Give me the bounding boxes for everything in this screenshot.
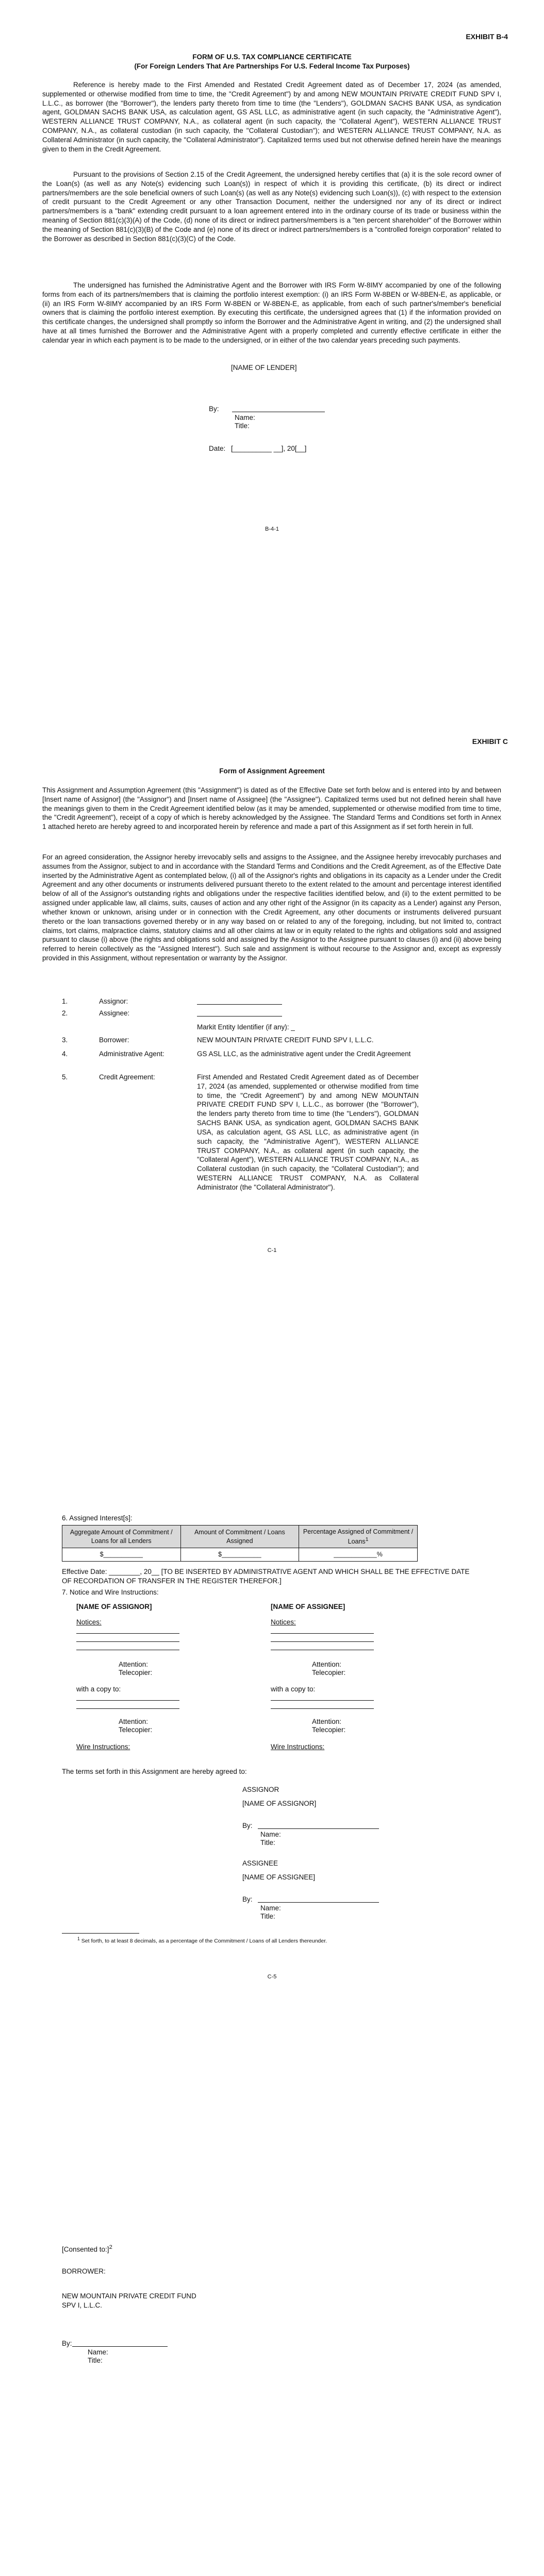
- c1-item-5-number: 5.: [62, 1073, 68, 1081]
- c5-item-7: 7. Notice and Wire Instructions:: [62, 1588, 159, 1596]
- c1-item-3-label: Borrower:: [99, 1036, 129, 1044]
- assignee-copy-label: with a copy to:: [271, 1685, 316, 1693]
- b4-title: FORM OF U.S. TAX COMPLIANCE CERTIFICATE: [192, 53, 352, 61]
- footnote-ref[interactable]: 1: [365, 1536, 369, 1543]
- table-cell[interactable]: $___________: [180, 1548, 299, 1562]
- consented-text: [Consented to:]: [62, 2245, 109, 2253]
- c6-signature-line[interactable]: [72, 2346, 168, 2347]
- assignor-name-label: Name:: [260, 1831, 281, 1838]
- c1-paragraph-1: This Assignment and Assumption Agreement (this "Assignment") is dated as of the Effective Date set forth below and is entered into by and between [Insert name of Assignor] (the "Assignor") and [Insert name of Assignee] (the "Assignee"). Capitalized terms used but not defined herein shall have the meanings given to them in the Credit Agreement identified below (as it may be amended, supplemented or otherwise modified from time to time, the "Credit Agreement"), receipt of a copy of which is hereby acknowledged by the Assignee. The Standard Terms and Conditions set forth in Annex 1 attached hereto are hereby agreed to and incorporated herein by reference and made a part of this Assignment as if set forth herein in full.: [42, 786, 501, 831]
- footnote-ref[interactable]: 2: [109, 2244, 112, 2250]
- c1-item-4-label: Administrative Agent:: [99, 1050, 164, 1058]
- page-number: B-4-1: [265, 526, 279, 532]
- b4-paragraph-1: Reference is hereby made to the First Amended and Restated Credit Agreement dated as of December 17, 2024 (as amended, supplemented or otherwise modified from time to time, the "Credit Agreement") by and among NEW MOUNTAIN PRIVATE CREDIT FUND SPV I, L.L.C., as borrower (the "Borrower"), the lenders party thereto from time to time (the "Lenders"), GOLDMAN SACHS BANK USA, as syndication agent, GOLDMAN SACHS BANK USA, as calculation agent, GS ASL LLC, as administrative agent (in such capacity, the "Administrative Agent"), WESTERN ALLIANCE TRUST COMPANY, N.A., as collateral agent (in such capacity, the "Collateral Agent"), WESTERN ALLIANCE TRUST COMPANY, N.A., as collateral custodian (in such capacity, the "Collateral Custodian"); and WESTERN ALLIANCE TRUST COMPANY, N.A. as Collateral Administrator (in such capacity, the "Collateral Administrator"). Capitalized terms used but not otherwise defined herein have the meanings given to them in the Credit Agreement.: [42, 81, 501, 153]
- assignee-telecopier-label: Telecopier:: [312, 1669, 346, 1676]
- footnote-text: Set forth, to at least 8 decimals, as a percentage of the Commitment / Loans of all Lenders thereunder.: [81, 1938, 327, 1944]
- assignee-notices-label: Notices:: [271, 1618, 296, 1626]
- c5-effective-date: Effective Date: ________, 20__ [TO BE INSERTED BY ADMINISTRATIVE AGENT AND WHICH SHALL BE THE EFFECTIVE DATE OF RECORDATION OF TRANSFER IN THE REGISTER THEREFOR.]: [62, 1568, 470, 1585]
- b4-by-label: By:: [209, 405, 219, 413]
- assignee-sig-heading: ASSIGNEE: [242, 1859, 278, 1867]
- c1-item-3: [62, 1036, 474, 1045]
- b4-paragraph-2: Pursuant to the provisions of Section 2.15 of the Credit Agreement, the undersigned hereby certifies that (a) it is the sole record owner of the Loan(s) (as well as any Note(s) evidencing such Loan(s)) in respect of which it is providing this certificate, (b) its direct or indirect partners/members are the sole beneficial owners of such Loan(s) (as well as any Note(s) evidencing such Loan(s)), (c) with respect to the extension of credit pursuant to the Credit Agreement or any other Transaction Document, neither the undersigned nor any of its direct or indirect partners/members is a "bank" extending credit pursuant to a loan agreement entered into in the ordinary course of its trade or business within the meaning of Section 881(c)(3)(A) of the Code, (d) none of its direct or indirect partners/members is a "ten percent shareholder" of the Borrower within the meaning of Section 881(c)(3)(B) of the Code and (e) none of its direct or indirect partners/members is a "controlled foreign corporation" related to the Borrower as described in Section 881(c)(3)(C) of the Code.: [42, 171, 501, 243]
- footnote-divider: [62, 1933, 139, 1934]
- page-number: C-1: [267, 1247, 277, 1253]
- c1-item-1-number: 1.: [62, 997, 68, 1005]
- assignee-signature-line[interactable]: [258, 1902, 379, 1903]
- assignee-copy-line[interactable]: [271, 1708, 374, 1709]
- c6-borrower-label: BORROWER:: [62, 2267, 106, 2275]
- assignee-sig-name: [NAME OF ASSIGNEE]: [242, 1873, 316, 1881]
- c6-title-label: Title:: [88, 2357, 103, 2364]
- assignor-notice-line[interactable]: [76, 1641, 179, 1642]
- c1-item-4: [62, 1049, 474, 1059]
- c1-item-1-label: Assignor:: [99, 997, 128, 1005]
- assignor-copy-attention-label: Attention:: [119, 1718, 149, 1725]
- assignee-title-label: Title:: [260, 1912, 275, 1920]
- b4-lender-name: [NAME OF LENDER]: [231, 364, 297, 371]
- exhibit-b4-label: EXHIBIT B-4: [466, 32, 508, 41]
- c5-item-6: 6. Assigned Interest[s]:: [62, 1514, 133, 1522]
- assignor-notice-line[interactable]: [76, 1633, 179, 1634]
- c5-terms-agreed: The terms set forth in this Assignment are hereby agreed to:: [62, 1768, 247, 1775]
- assignee-wire-label: Wire Instructions:: [271, 1743, 325, 1751]
- assignee-notice-line[interactable]: [271, 1633, 374, 1634]
- assignor-wire-label: Wire Instructions:: [76, 1743, 130, 1751]
- table-header-text: Percentage Assigned of Commitment / Loans: [303, 1528, 414, 1545]
- assignor-copy-label: with a copy to:: [76, 1685, 121, 1693]
- assignee-name-label: Name:: [260, 1904, 281, 1912]
- c1-item-4-value: GS ASL LLC, as the administrative agent under the Credit Agreement: [197, 1050, 411, 1058]
- c1-item-4-number: 4.: [62, 1050, 68, 1058]
- c1-item-1: [62, 997, 474, 1006]
- b4-subtitle: (For Foreign Lenders That Are Partnerships For U.S. Federal Income Tax Purposes): [134, 62, 410, 70]
- c1-item-2-number: 2.: [62, 1009, 68, 1017]
- assignee-copy-attention-label: Attention:: [312, 1718, 342, 1725]
- assignee-notice-line[interactable]: [271, 1641, 374, 1642]
- c1-item-3-number: 3.: [62, 1036, 68, 1044]
- c1-item-2: [62, 1009, 474, 1018]
- c1-title: Form of Assignment Agreement: [219, 767, 325, 775]
- c1-paragraph-2: For an agreed consideration, the Assignor hereby irrevocably sells and assigns to the Assignee, and the Assignee hereby irrevocably purchases and assumes from the Assignor, subject to and in accordance with the Standard Terms and Conditions and the Credit Agreement, as of the Effective Date inserted by the Administrative Agent as contemplated below, (i) all of the Assignor's rights and obligations in its capacity as a Lender under the Credit Agreement and any other documents or instruments delivered pursuant thereto to the extent related to the amount and percentage interest identified below of all of the Assignor's outstanding rights and obligations under the respective facilities identified below, and (ii) to the extent permitted to be assigned under applicable law, all claims, suits, causes of action and any other right of the Assignor (in its capacity as a Lender) against any Person, whether known or unknown, arising under or in connection with the Credit Agreement, any other documents or instruments delivered pursuant thereto or the loan transactions governed thereby or in any way based on or related to any of the foregoing, including, but not limited to, contract claims, tort claims, malpractice claims, statutory claims and all other claims at law or in equity related to the rights and obligations sold and assigned pursuant to clause (i) above (the rights and obligations sold and assigned by the Assignor to the Assignee pursuant to clauses (i) and (ii) above being referred to herein collectively as the "Assigned Interest"). Such sale and assignment is without recourse to the Assignor and, except as expressly provided in this Assignment, without representation or warranty by the Assignor.: [42, 853, 501, 962]
- assignor-copy-line[interactable]: [76, 1700, 179, 1701]
- b4-name-label: Name:: [235, 414, 255, 421]
- c1-item-markit: Markit Entity Identifier (if any): _: [197, 1023, 295, 1031]
- assignor-by-label: By:: [242, 1822, 253, 1829]
- table-row: [62, 1548, 418, 1562]
- assignee-by-label: By:: [242, 1895, 253, 1903]
- c6-name-label: Name:: [88, 2348, 108, 2356]
- assignor-sig-heading: ASSIGNOR: [242, 1786, 279, 1793]
- page-number: C-5: [267, 1974, 277, 1980]
- c1-item-1-line[interactable]: [197, 1004, 282, 1005]
- assignor-copy-line[interactable]: [76, 1708, 179, 1709]
- table-header-row: [62, 1526, 418, 1548]
- c1-item-2-label: Assignee:: [99, 1009, 130, 1017]
- assignee-attention-label: Attention:: [312, 1660, 342, 1668]
- c1-item-5-value: First Amended and Restated Credit Agreement dated as of December 17, 2024 (as amended, supplemented or otherwise modified from time to time, the "Credit Agreement") by and among NEW MOUNTAIN PRIVATE CREDIT FUND SPV I, L.L.C., as borrower (the "Borrower"), the lenders party thereto from time to time (the "Lenders"), GOLDMAN SACHS BANK USA, as syndication agent, GOLDMAN SACHS BANK USA, as calculation agent, GS ASL LLC, as administrative agent (in such capacity, the "Administrative Agent"), WESTERN ALLIANCE TRUST COMPANY, N.A., as collateral agent (in such capacity, the "Collateral Agent"), WESTERN ALLIANCE TRUST COMPANY, N.A., as Collateral custodian (in such capacity, the "Collateral Custodian"); and WESTERN ALLIANCE TRUST COMPANY, N.A. as Collateral Administrator (the "Collateral Administrator").: [197, 1073, 419, 1191]
- assignee-header: [NAME OF ASSIGNEE]: [271, 1603, 345, 1611]
- assignor-attention-label: Attention:: [119, 1660, 149, 1668]
- table-header-cell: Aggregate Amount of Commitment / Loans for all Lenders: [62, 1526, 181, 1548]
- assignor-header: [NAME OF ASSIGNOR]: [76, 1603, 152, 1611]
- table-cell[interactable]: $___________: [62, 1548, 181, 1562]
- assignee-copy-telecopier-label: Telecopier:: [312, 1726, 346, 1734]
- exhibit-c-label: EXHIBIT C: [472, 737, 508, 745]
- c6-consented: [62, 2244, 112, 2254]
- table-header-cell: [299, 1526, 418, 1548]
- assignor-title-label: Title:: [260, 1839, 275, 1846]
- c6-borrower-name: NEW MOUNTAIN PRIVATE CREDIT FUND SPV I, L.L.C.: [62, 2292, 196, 2309]
- c6-by-label: By:: [62, 2340, 72, 2347]
- c1-item-5: [62, 1073, 474, 1191]
- assigned-interest-table: [62, 1525, 418, 1562]
- b4-paragraph-3: The undersigned has furnished the Administrative Agent and the Borrower with IRS Form W-8IMY accompanied by one of the following forms from each of its partners/members that is claiming the portfolio interest exemption: (i) an IRS Form W-8BEN or W-8BEN-E, as applicable, or (ii) an IRS Form W-8IMY accompanied by an IRS Form W-8BEN or W-8BEN-E, as applicable, from each of such partner's/member's beneficial owners that is claiming the portfolio interest exemption. By executing this certificate, the undersigned agrees that (1) if the information provided on this certificate changes, the undersigned shall promptly so inform the Borrower and the Administrative Agent in writing, and (2) the undersigned shall have at all times furnished the Borrower and the Administrative Agent with a properly completed and currently effective certificate in either the calendar year in which each payment is to be made to the undersigned, or in either of the two calendar years preceding such payments.: [42, 281, 501, 344]
- footnote-mark: 1: [77, 1936, 80, 1941]
- assignor-signature-line[interactable]: [258, 1828, 379, 1829]
- b4-title-label: Title:: [235, 422, 250, 430]
- assignor-copy-telecopier-label: Telecopier:: [119, 1726, 153, 1734]
- c1-item-3-value: NEW MOUNTAIN PRIVATE CREDIT FUND SPV I, L.L.C.: [197, 1036, 374, 1044]
- assignor-notices-label: Notices:: [76, 1618, 102, 1626]
- table-cell[interactable]: ____________%: [299, 1548, 418, 1562]
- assignee-copy-line[interactable]: [271, 1700, 374, 1701]
- assignor-sig-name: [NAME OF ASSIGNOR]: [242, 1800, 317, 1807]
- table-header-cell: Amount of Commitment / Loans Assigned: [180, 1526, 299, 1548]
- b4-date-value[interactable]: [__________ __], 20[__]: [231, 445, 307, 452]
- c1-item-5-label: Credit Agreement:: [99, 1073, 155, 1081]
- footnote-1: [77, 1936, 327, 1945]
- assignor-telecopier-label: Telecopier:: [119, 1669, 153, 1676]
- b4-date-label: Date:: [209, 445, 226, 452]
